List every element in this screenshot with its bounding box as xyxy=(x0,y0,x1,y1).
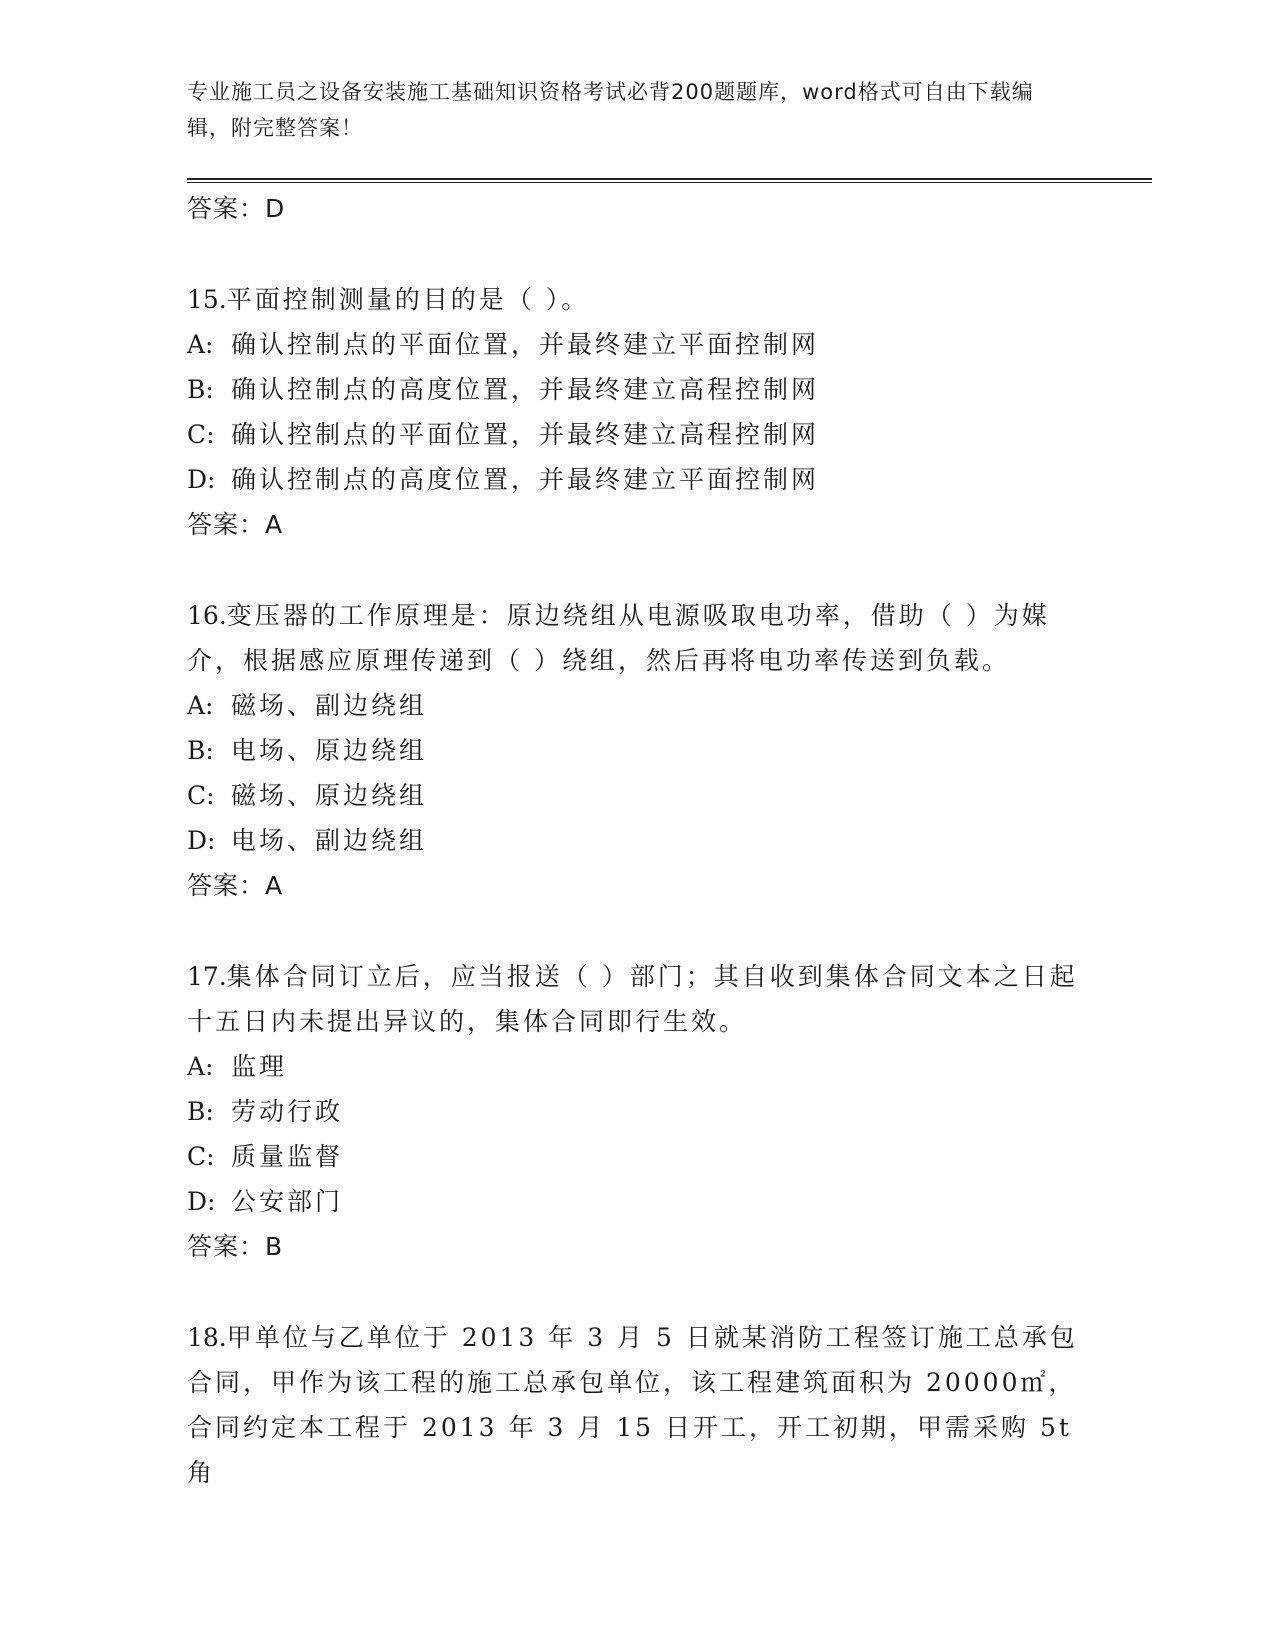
question-stem xyxy=(187,1315,1087,1495)
option-item xyxy=(187,683,1087,728)
question-block xyxy=(187,277,1087,547)
option-text: 磁场、副边绕组 xyxy=(231,691,428,720)
option-text: 磁场、原边绕组 xyxy=(231,781,428,810)
question-text: 甲单位与乙单位于 2013 年 3 月 5 日就某消防工程签订施工总承包合同，甲作为该工程的施工总承包单位，该工程建筑面积为 20000㎡，合同约定本工程于 2013 年 3 月 15 日开工，开工初期，甲需采购 5t 角 xyxy=(187,1323,1078,1487)
option-item xyxy=(187,1089,1087,1134)
option-text: 劳动行政 xyxy=(231,1097,344,1126)
question-number: 17. xyxy=(187,962,227,991)
option-letter: B: xyxy=(187,1097,214,1126)
option-text: 确认控制点的平面位置，并最终建立高程控制网 xyxy=(231,420,820,449)
question-stem xyxy=(187,593,1087,683)
option-item xyxy=(187,1179,1087,1224)
answer-line: 答案：B xyxy=(187,1232,284,1261)
option-item xyxy=(187,818,1087,863)
option-item xyxy=(187,322,1087,367)
question-number: 16. xyxy=(187,601,227,630)
spacer xyxy=(187,908,1087,954)
option-item xyxy=(187,728,1087,773)
option-letter: D: xyxy=(187,1187,216,1216)
spacer xyxy=(187,547,1087,593)
option-letter: B: xyxy=(187,736,214,765)
option-item xyxy=(187,412,1087,457)
option-text: 电场、原边绕组 xyxy=(231,736,428,765)
question-text: 变压器的工作原理是：原边绕组从电源吸取电功率，借助（ ）为媒介，根据感应原理传递到（ ）绕组，然后再将电功率传送到负载。 xyxy=(187,601,1050,675)
question-block xyxy=(187,1315,1087,1495)
question-number: 18. xyxy=(187,1323,227,1352)
option-text: 电场、副边绕组 xyxy=(231,826,428,855)
spacer xyxy=(187,1269,1087,1315)
option-letter: A: xyxy=(187,1052,214,1081)
question-block xyxy=(187,954,1087,1269)
option-letter: C: xyxy=(187,420,215,449)
page-header: 专业施工员之设备安装施工基础知识资格考试必背200题题库，word格式可自由下载编辑，附完整答案！ xyxy=(187,80,1034,140)
header-divider xyxy=(187,178,1152,183)
question-text: 平面控制测量的目的是（ ）。 xyxy=(226,285,590,314)
option-item xyxy=(187,1134,1087,1179)
option-item xyxy=(187,457,1087,502)
document-body xyxy=(187,186,1087,1495)
answer-line: 答案：A xyxy=(187,510,284,539)
option-text: 确认控制点的高度位置，并最终建立高程控制网 xyxy=(231,375,820,404)
spacer xyxy=(187,231,1087,277)
option-text: 质量监督 xyxy=(231,1142,344,1171)
option-letter: A: xyxy=(187,330,214,359)
question-block xyxy=(187,593,1087,908)
question-number: 15. xyxy=(187,285,227,314)
question-stem xyxy=(187,277,1087,322)
option-item xyxy=(187,1044,1087,1089)
option-item xyxy=(187,773,1087,818)
option-letter: C: xyxy=(187,781,215,810)
option-item xyxy=(187,367,1087,412)
option-letter: A: xyxy=(187,691,214,720)
answer-line: 答案：D xyxy=(187,194,286,223)
question-text: 集体合同订立后，应当报送（ ）部门；其自收到集体合同文本之日起十五日内未提出异议的，集体合同即行生效。 xyxy=(187,962,1078,1036)
option-text: 公安部门 xyxy=(231,1187,344,1216)
option-text: 确认控制点的高度位置，并最终建立平面控制网 xyxy=(231,465,820,494)
option-letter: D: xyxy=(187,826,216,855)
option-letter: C: xyxy=(187,1142,215,1171)
option-text: 监理 xyxy=(231,1052,288,1081)
question-stem xyxy=(187,954,1087,1044)
answer-line: 答案：A xyxy=(187,871,284,900)
option-text: 确认控制点的平面位置，并最终建立平面控制网 xyxy=(231,330,820,359)
option-letter: B: xyxy=(187,375,214,404)
option-letter: D: xyxy=(187,465,216,494)
